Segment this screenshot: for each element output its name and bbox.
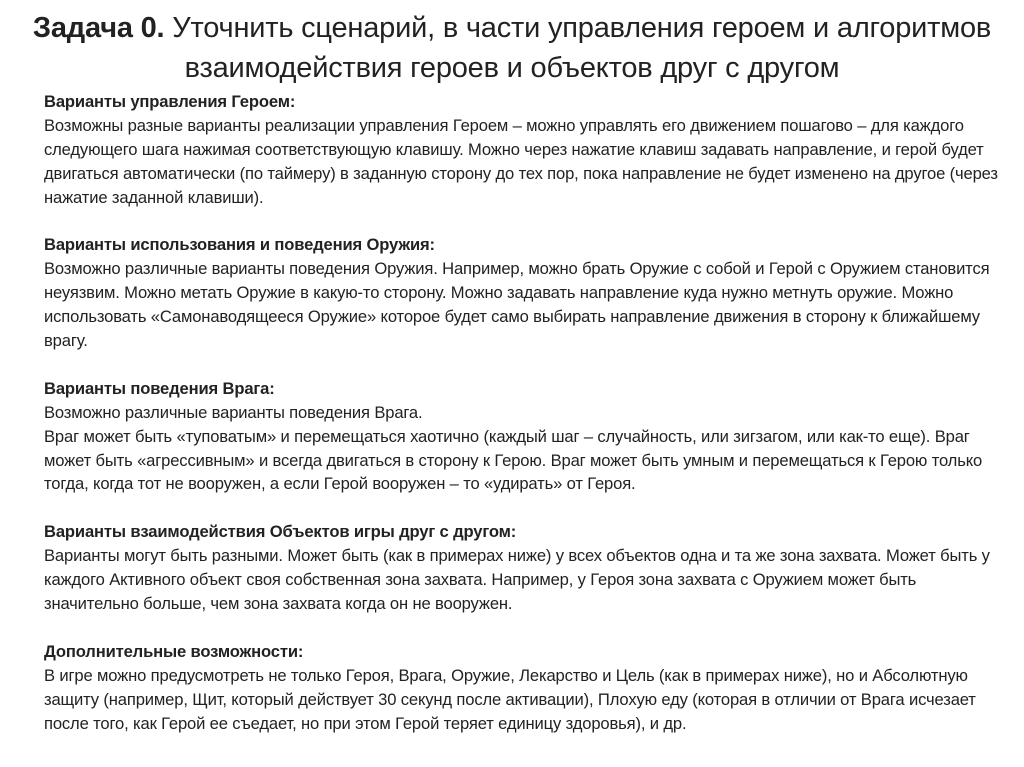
section-heading: Дополнительные возможности: (44, 641, 304, 661)
section-hero-control (44, 90, 1000, 210)
section-heading: Варианты взаимодействия Объектов игры друг с другом: (44, 522, 517, 542)
title-text: Уточнить сценарий, в части управления героем и алгоритмов взаимодействия героев и объектов друг с другом (164, 12, 992, 84)
section-additional-features (44, 640, 1000, 736)
section-paragraph: Возможно различные варианты поведения Врага. (44, 402, 423, 422)
section-heading: Варианты поведения Врага: (44, 378, 275, 398)
section-paragraph: В игре можно предусмотреть не только Героя, Врага, Оружие, Лекарство и Цель (как в примерах ниже), но и Абсолютную защиту (например, Щит, который действует 30 секунд после активации), Плохую еду (которая в отличии от Врага исчезает после того, как Герой ее съедает, но при этом Герой теряет единицу здоровья), и др. (44, 665, 976, 733)
section-heading: Варианты управления Героем: (44, 92, 296, 111)
slide-title (20, 8, 1004, 88)
section-heading: Варианты использования и поведения Оружия: (44, 235, 435, 255)
section-paragraph: Возможны разные варианты реализации управления Героем – можно управлять его движением пошагово – для каждого следующего шага нажимая соответствующую клавишу. Можно через нажатие клавиш задавать направление, и герой будет двигаться автоматически (по таймеру) в заданную сторону до тех пор, пока направление не будет изменено на другое (через нажатие заданной клавиши). (44, 115, 998, 207)
section-paragraph: Враг может быть «туповатым» и перемещаться хаотично (каждый шаг – случайность, или зигзагом, или как-то еще). Враг может быть «агрессивным» и всегда двигаться в сторону к Герою. Враг может быть умным и перемещаться к Герою только тогда, когда тот не вооружен, а если Герой вооружен – то «удирать» от Героя. (44, 426, 983, 494)
section-enemy-behavior (44, 377, 1000, 497)
section-paragraph: Варианты могут быть разными. Может быть (как в примерах ниже) у всех объектов одна и та же зона захвата. Может быть у каждого Активного объект своя собственная зона захвата. Например, у Героя зона захвата с Оружием может быть значительно больше, чем зона захвата когда он не вооружен. (44, 546, 990, 613)
section-paragraph: Возможно различные варианты поведения Оружия. Например, можно брать Оружие с собой и Герой с Оружием становится неуязвим. Можно метать Оружие в какую-то сторону. Можно задавать направление куда нужно метнуть оружие. Можно использовать «Самонаводящееся Оружие» которое будет само выбирать направление движения в сторону к ближайшему врагу. (44, 259, 990, 351)
section-object-interaction (44, 520, 1000, 616)
title-task-number: Задача 0. (32, 12, 165, 44)
section-weapon-behavior (44, 233, 1000, 353)
slide-content (44, 90, 1000, 735)
